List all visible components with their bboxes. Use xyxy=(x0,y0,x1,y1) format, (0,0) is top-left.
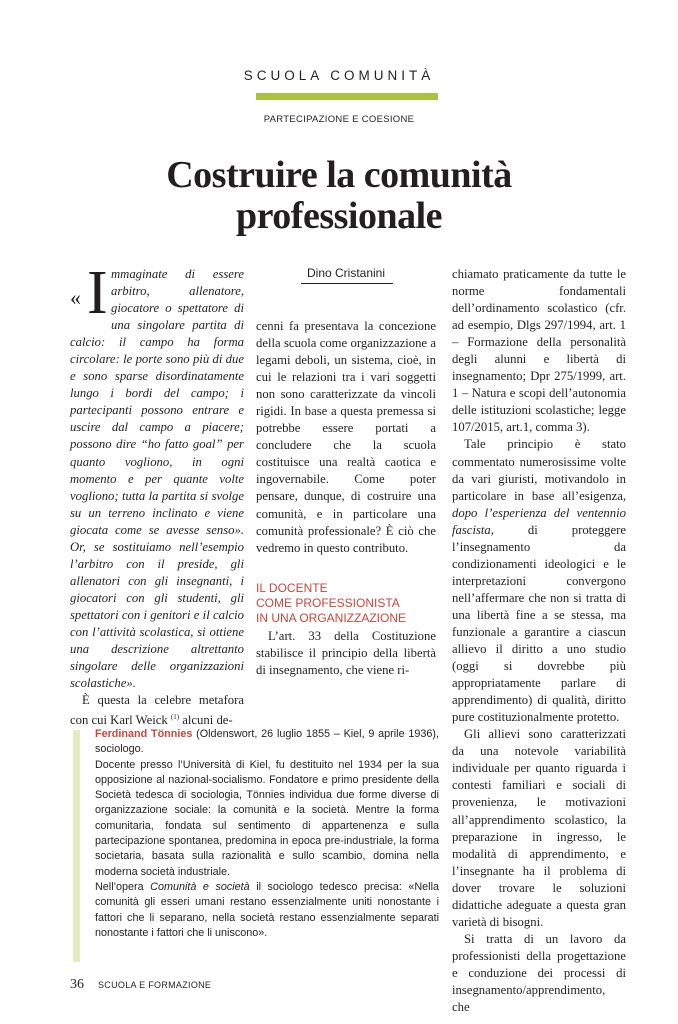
box-paragraph xyxy=(95,880,439,941)
title-line-2: professionale xyxy=(235,195,443,237)
body-text: Tale principio è stato commentato numerosissime volte da vari giuristi, motivandolo in particolare in base all’esigenza, xyxy=(452,437,626,503)
body-paragraph: Si tratta di un lavoro da professionisti della progettazione e conduzione dei processi di insegnamento/apprendimento, che xyxy=(452,931,626,1015)
box-text: Nell’opera xyxy=(95,880,151,893)
open-quote-mark: « xyxy=(70,285,81,310)
column-2 xyxy=(256,318,436,679)
body-paragraph: Gli allievi sono caratterizzati da una notevole variabilità individuale per quanto riguarda i contesti familiari e sociali di provenienza, le motivazioni all’apprendimento scolastico, la preparazione in ingresso, le modalità di apprendimento, e l’insegnante ha il problema di dover trovare le soluzioni didattiche adeguate a questa gran varietà di bisogni. xyxy=(452,727,626,929)
section-kicker: SCUOLA COMUNITÀ xyxy=(243,68,435,83)
article-title xyxy=(60,155,618,237)
author-byline: Dino Cristanini xyxy=(306,266,386,280)
lead-paragraph xyxy=(70,259,244,692)
box-text-italic: Comunità e società xyxy=(150,880,250,893)
kicker-accent-bar xyxy=(256,93,438,100)
box-text: (Oldenswort, 26 luglio 1855 – Kiel, 9 aprile 1936), sociologo. xyxy=(95,728,439,756)
byline-underline xyxy=(301,283,393,284)
heading-line: IL DOCENTE xyxy=(256,580,328,595)
column-1 xyxy=(70,259,244,730)
biography-box xyxy=(95,727,439,941)
body-paragraph xyxy=(70,692,244,729)
section-subtitle: PARTECIPAZIONE E COESIONE xyxy=(263,114,415,125)
dropcap-block xyxy=(70,259,110,328)
body-text-italic: dopo l’esperienza del ventennio fascista xyxy=(452,505,626,537)
section-heading xyxy=(256,581,436,626)
title-line-1: Costruire la comunità xyxy=(166,154,512,196)
box-paragraph xyxy=(95,727,439,758)
body-paragraph: chiamato praticamente da tutte le norme fondamentali dell’ordinamento scolastico (cfr. ad esempio, Dlgs 297/1994, art. 1 – Formazione della personalità degli alunni e libertà di insegnamento; Dpr 275/1999, art. 1 – Natura e scopi dell’autonomia delle istituzioni scolastiche; legge 107/2015, art.1, comma 3). xyxy=(452,267,626,435)
drop-cap: I xyxy=(87,259,108,327)
box-text: il sociologo tedesco precisa: «Nella comunità gli esseri umani restano essenzialmente uniti nonostante i fattori che li separano, nella società restano essenzialmente separati nonostante i fattori che li uniscono». xyxy=(95,880,439,939)
lead-text: mmaginate di essere arbitro, allenatore, giocatore o spettatore di una singolare partita di calcio: il campo ha forma circolare: le porte sono più di due e sono sparse disordinatamente lungo i bordi del campo; i partecipanti possono entrare e uscire dal campo a piacere; possono dire “ho fatto goal” per quanto vogliono, in ogni momento e per quante volte vogliono; tutta la partita si svolge su un terreno inclinato e viene giocata come se avesse senso». Or, se sostituiamo nell’esempio l’arbitro con il preside, gli allenatori con gli insegnanti, i giocatori con gli studenti, gli spettatori con i genitori e il calcio con l’attività scolastica, si ottiene una descrizione altrettanto singolare delle organizzazioni scolastiche». xyxy=(70,267,244,691)
footnote-ref[interactable]: (1) xyxy=(170,713,180,722)
body-text: È questa la celebre metafora con cui Karl Weick xyxy=(70,693,244,728)
body-text: , di proteggere l’insegnamento da condizionamenti ideologici e le interpretazioni convergono nell’affermare che non si tratta di una libertà fine a se stessa, ma funzionale a garantire a ciascun allievo il diritto a uno studio (oggi si dovrebbe più appropriatamente parlare di apprendimento) di qualità, diritto pure costituzionalmente protetto. xyxy=(452,522,626,725)
heading-line: IN UNA ORGANIZZAZIONE xyxy=(256,610,407,625)
body-paragraph: cenni fa presentava la concezione della scuola come organizzazione a legami deboli, un sistema, cioè, in cui le relazioni tra i vari soggetti non sono caratterizzate da vincoli rigidi. In base a questa premessa si potrebbe essere portati a concludere che la scuola costituisce una realtà caotica e ingovernabile. Come poter pensare, dunque, di costruire una comunità, e in particolare una comunità professionale? È ciò che vedremo in questo contributo. xyxy=(256,319,436,555)
magazine-name: SCUOLA E FORMAZIONE xyxy=(98,980,212,990)
sidebar-accent-bar xyxy=(73,730,80,962)
box-paragraph: Docente presso l’Università di Kiel, fu destituito nel 1934 per la sua opposizione al nazional-socialismo. Fondatore e primo presidente della Società tedesca di sociologia, Tönnies individua due forme diverse di organizzazione sociale: la comunità e la società. Mentre la forma comunitaria, fondata sul sentimento di appartenenza e sulla partecipazione spontanea, predomina in epoca pre-industriale, la forma societaria, basata sulla razionalità e sullo scambio, domina nella moderna società industriale. xyxy=(95,758,439,878)
body-text: alcuni de- xyxy=(179,713,233,728)
page-number: 36 xyxy=(70,977,84,992)
heading-line: COME PROFESSIONISTA xyxy=(256,595,400,610)
column-3 xyxy=(452,266,626,1016)
body-paragraph: L’art. 33 della Costituzione stabilisce il principio della libertà di insegnamento, che viene ri- xyxy=(256,628,436,677)
box-person-name: Ferdinand Tönnies xyxy=(95,728,193,740)
body-paragraph xyxy=(452,436,626,726)
